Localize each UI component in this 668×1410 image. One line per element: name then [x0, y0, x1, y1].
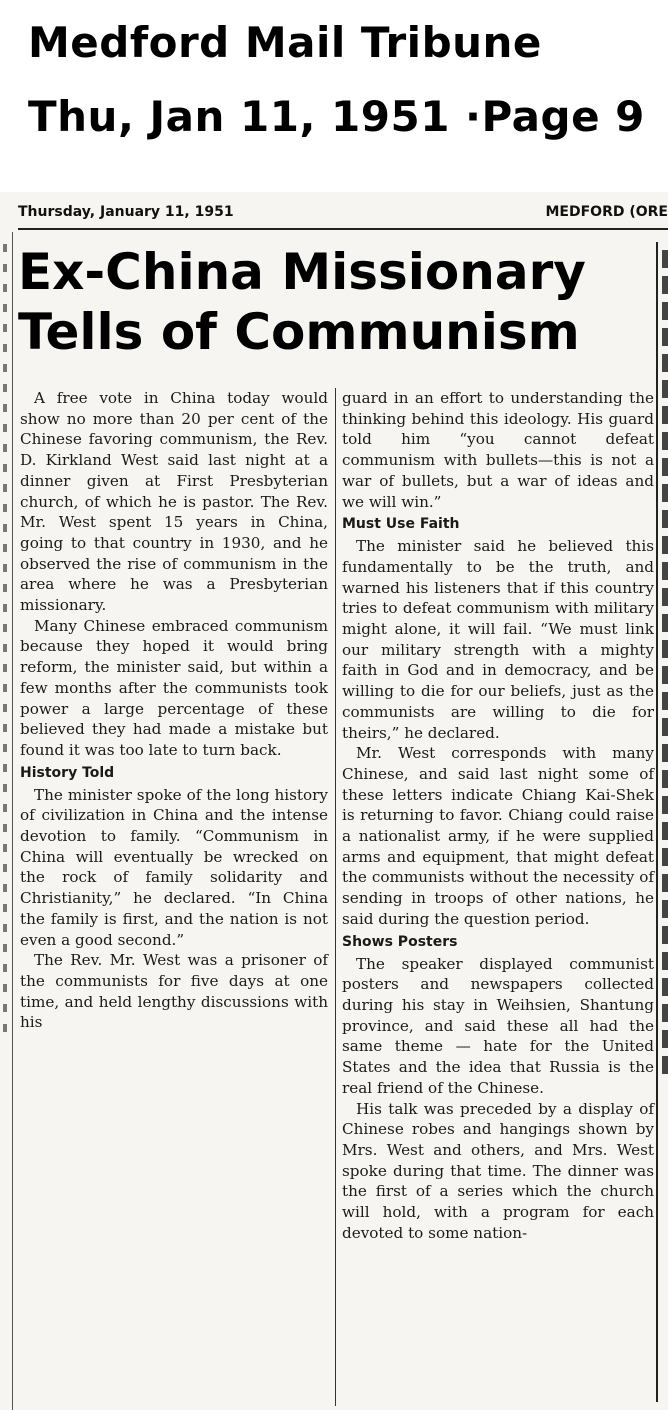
- section-subhead: Shows Posters: [342, 933, 458, 950]
- page-date-line: Thu, Jan 11, 1951 ·Page 9: [28, 92, 645, 141]
- article-paragraph: The minister said he believed this fundamentally to be the truth, and warned his listeners that if this country tries to defeat communism with military might alone, it will fail. “We must link our military strength with a mighty faith in God and in democracy, and be willing to die for our beliefs, just as the communists are willing to die for theirs,” he declared.: [342, 537, 654, 742]
- column-divider: [335, 388, 336, 1406]
- article-paragraph: The minister spoke of the long history of civilization in China and the intense devotion to family. “Communism in China will eventually be wrecked on the rock of family solidarity and Christianity,” he declared. “In China the family is first, and the nation is not even a good second.”: [20, 785, 328, 949]
- dateline-date: Thursday, January 11, 1951: [18, 204, 234, 220]
- section-subhead: Must Use Faith: [342, 516, 460, 533]
- article-paragraph: The speaker displayed communist posters and newspapers collected during his stay in Weihsien, Shantung province, and said these all had the same theme — hate for the United States and the idea that Russia is the real friend of the Chinese.: [342, 954, 654, 1097]
- newspaper-dateline: [18, 202, 668, 230]
- newspaper-clipping: [0, 192, 668, 1410]
- dateline-paper: MEDFORD (ORE: [545, 204, 668, 220]
- article-paragraph: The Rev. Mr. West was a prisoner of the communists for five days at one time, and held lengthy discussions with his: [20, 951, 328, 1032]
- article-column-left: [20, 388, 328, 1033]
- article-headline: Ex-China Missionary Tells of Communism: [18, 243, 586, 361]
- section-subhead: History Told: [20, 764, 115, 781]
- article-column-right: [342, 388, 654, 1243]
- adjacent-column-edge-left: [0, 232, 13, 1410]
- article-paragraph: A free vote in China today would show no more than 20 per cent of the Chinese favoring communism, the Rev. D. Kirkland West said last night at a dinner given at First Presbyterian church, of which he is pastor. The Rev. Mr. West spent 15 years in China, going to that country in 1930, and he observed the rise of communism in the area where he was a Presbyterian missionary.: [20, 389, 328, 615]
- adjacent-column-edge-right: [656, 242, 668, 1402]
- article-paragraph: His talk was preceded by a display of Chinese robes and hangings shown by Mrs. West and others, and Mrs. West spoke during that time. The dinner was the first of a series which the church will hold, with a program for each devoted to some nation-: [342, 1099, 654, 1242]
- article-paragraph: Mr. West corresponds with many Chinese, and said last night some of these letters indicate Chiang Kai-Shek is returning to favor. Chiang could raise a nationalist army, if he were supplied arms and equipment, that might defeat the communists without the necessity of sending in troops of other nations, he said during the question period.: [342, 744, 654, 928]
- page-source-title: Medford Mail Tribune: [28, 18, 542, 67]
- article-paragraph: guard in an effort to understanding the thinking behind this ideology. His guard told him “you cannot defeat communism with bullets—this is not a war of bullets, but a war of ideas and we will win.”: [342, 389, 654, 511]
- article-paragraph: Many Chinese embraced communism because they hoped it would bring reform, the minister said, but within a few months after the communists took power a large percentage of these believed they had made a mistake but found it was too late to turn back.: [20, 616, 328, 759]
